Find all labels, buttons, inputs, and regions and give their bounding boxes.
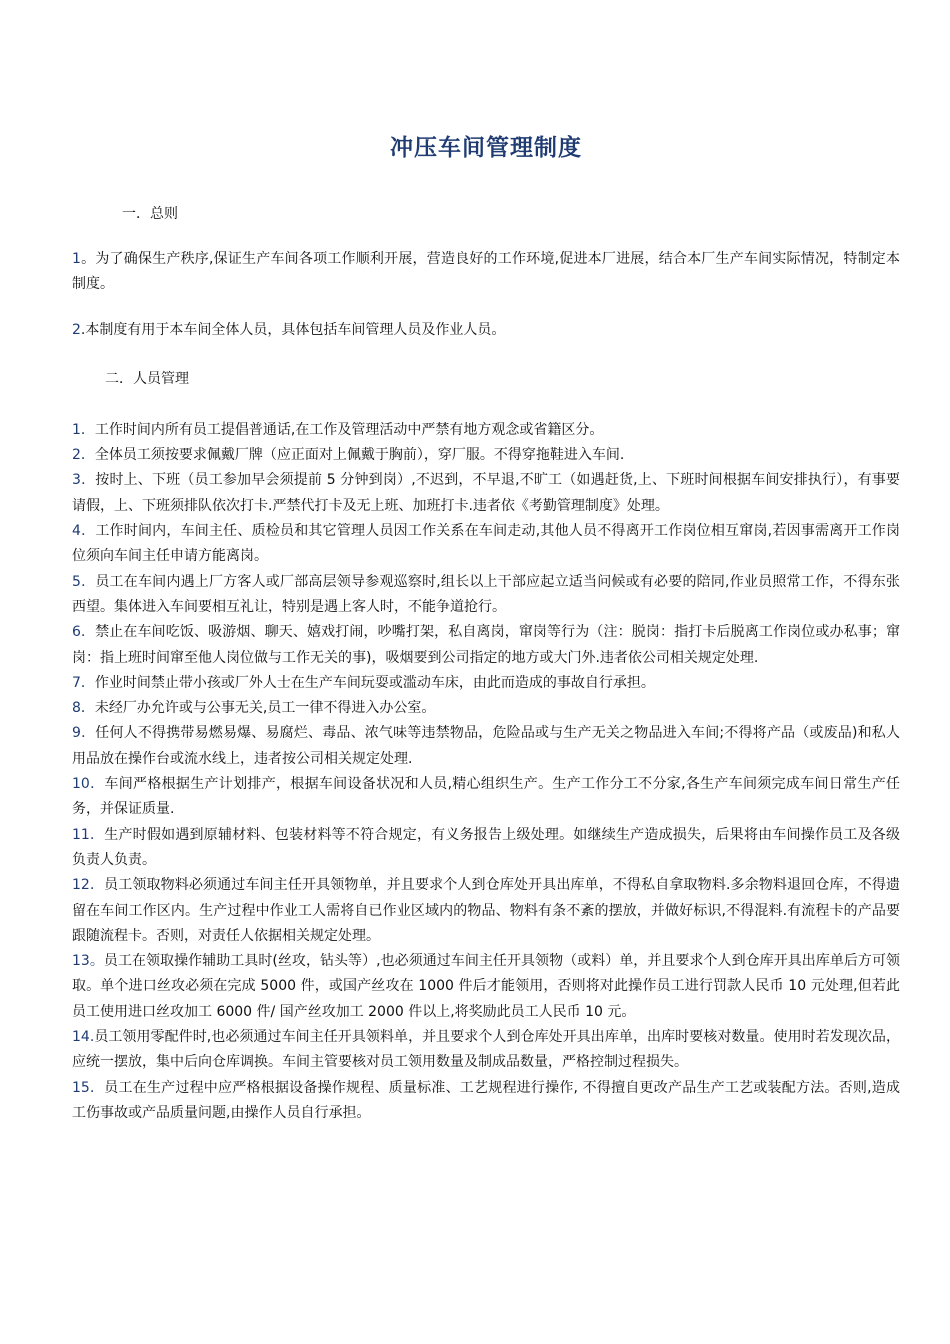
item-text: 任何人不得携带易燃易爆、易腐烂、毒品、浓气味等违禁物品，危险品或与生产无关之物品进入车间;不得将产品（或废品)和私人用品放在操作台或流水线上，违者按公司相关规定处理. [72,725,900,767]
list-item [72,671,900,696]
item-number: 7． [72,674,95,691]
list-item [72,468,900,519]
item-text: 员工在车间内遇上厂方客人或厂部高层领导参观巡察时,组长以上干部应起立适当问候或有必要的陪同,作业员照常工作，不得东张西望。集体进入车间要相互礼让，特别是遇上客人时，不能争道抢行。 [72,573,900,615]
item-number: 1． [72,421,95,438]
item-number: 4． [72,523,96,540]
document-title: 冲压车间管理制度 [390,135,582,161]
paragraph [72,247,900,298]
list-item [72,873,900,949]
list-item [72,570,900,621]
document-page [72,128,900,1126]
item-number: 2 [72,321,81,338]
item-number: 6． [72,624,96,641]
item-number: 14. [72,1029,95,1046]
list-item [72,418,900,443]
list-item [72,1025,900,1076]
item-text: 员工在领取操作辅助工具时(丝攻，钻头等）,也必须通过车间主任开具领物（或料）单，并且要求个人到仓库开具出库单后方可领取。单个进口丝攻必须在完成 5000 件，或国产丝攻在 1000 件后才能领用，否则将对此操作员工进行罚款人民币 10 元处理,但若此员工使用进口丝攻加工 6000 件/ 国产丝攻加工 2000 件以上,将奖励此员工人民币 10 元。 [72,953,900,1020]
item-number: 11． [72,826,105,843]
item-text: 全体员工须按要求佩戴厂牌（应正面对上佩戴于胸前），穿厂服。不得穿拖鞋进入车间. [94,447,625,464]
item-text: 禁止在车间吃饭、吸游烟、聊天、嬉戏打闹，吵嘴打架，私自离岗，窜岗等行为（注：脱岗：指打卡后脱离工作岗位或办私事；窜岗：指上班时间窜至他人岗位做与工作无关的事)，吸烟要到公司指定的地方或大门外.违者依公司相关规定处理. [72,624,900,666]
section-heading-personnel: 二．人员管理 [105,370,189,387]
item-number: 2． [72,447,95,464]
list-item [72,620,900,671]
item-text: 员工领用零配件时,也必须通过车间主任开具领料单，并且要求个人到仓库处开具出库单，出库时要核对数量。使用时若发现次品，应统一摆放，集中后向仓库调换。车间主管要核对员工领用数量及制成品数量，严格控制过程损失。 [72,1029,900,1071]
item-text: 工作时间内所有员工提倡普通话,在工作及管理活动中严禁有地方观念或省籍区分。 [94,421,604,438]
list-item [72,696,900,721]
list-item [72,443,900,468]
item-text: 车间严格根据生产计划排产，根据车间设备状况和人员,精心组织生产。生产工作分工不分家,各生产车间须完成车间日常生产任务，并保证质量. [72,776,900,818]
item-number: 12． [72,877,105,894]
item-text: 生产时假如遇到原辅材料、包装材料等不符合规定，有义务报告上级处理。如继续生产造成损失，后果将由车间操作员工及各级负责人负责。 [72,826,900,868]
paragraph [72,318,900,343]
item-number: 1 [72,251,81,267]
item-number: 13。 [72,953,104,970]
item-text: 未经厂办允许或与公事无关,员工一律不得进入办公室。 [94,700,436,717]
item-number: 10． [72,776,105,793]
item-text: 作业时间禁止带小孩或厂外人士在生产车间玩耍或滥动车床，由此而造成的事故自行承担。 [94,674,655,691]
list-item [72,721,900,772]
item-text: 按时上、下班（员工参加早会须提前 5 分钟到岗）,不迟到，不早退,不旷工（如遇赶货,上、下班时间根据车间安排执行），有事要请假，上、下班须排队依次打卡.严禁代打卡及无上班、加班打卡.违者依《考勤管理制度》处理。 [72,472,900,514]
list-item [72,772,900,823]
list-item [72,949,900,1025]
list-item [72,519,900,570]
section-heading-general: 一．总则 [122,206,178,222]
item-text: 员工在生产过程中应严格根据设备操作规程、质量标准、工艺规程进行操作, 不得擅自更改产品生产工艺或装配方法。否则,造成工伤事故或产品质量问题,由操作人员自行承担。 [72,1079,900,1121]
item-text: 。为了确保生产秩序,保证生产车间各项工作顺利开展，营造良好的工作环境,促进本厂进展，结合本厂生产车间实际情况，特制定本制度。 [72,251,900,293]
item-number: 8． [72,700,95,717]
item-text: .本制度有用于本车间全体人员，具体包括车间管理人员及作业人员。 [80,321,506,338]
list-item [72,823,900,874]
item-number: 9． [72,725,96,742]
list-item [72,1076,900,1127]
item-number: 5． [72,573,96,590]
item-number: 15． [72,1079,105,1096]
item-text: 工作时间内，车间主任、质检员和其它管理人员因工作关系在车间走动,其他人员不得离开工作岗位相互窜岗,若因事需离开工作岗位须向车间主任申请方能离岗。 [72,523,900,565]
item-number: 3． [72,472,96,489]
item-text: 员工领取物料必须通过车间主任开具领物单，并且要求个人到仓库处开具出库单，不得私自拿取物料.多余物料退回仓库，不得遗留在车间工作区内。生产过程中作业工人需将自已作业区域内的物品、物料有条不紊的摆放，并做好标识,不得混料.有流程卡的产品要跟随流程卡。否则，对责任人依据相关规定处理。 [72,877,900,944]
